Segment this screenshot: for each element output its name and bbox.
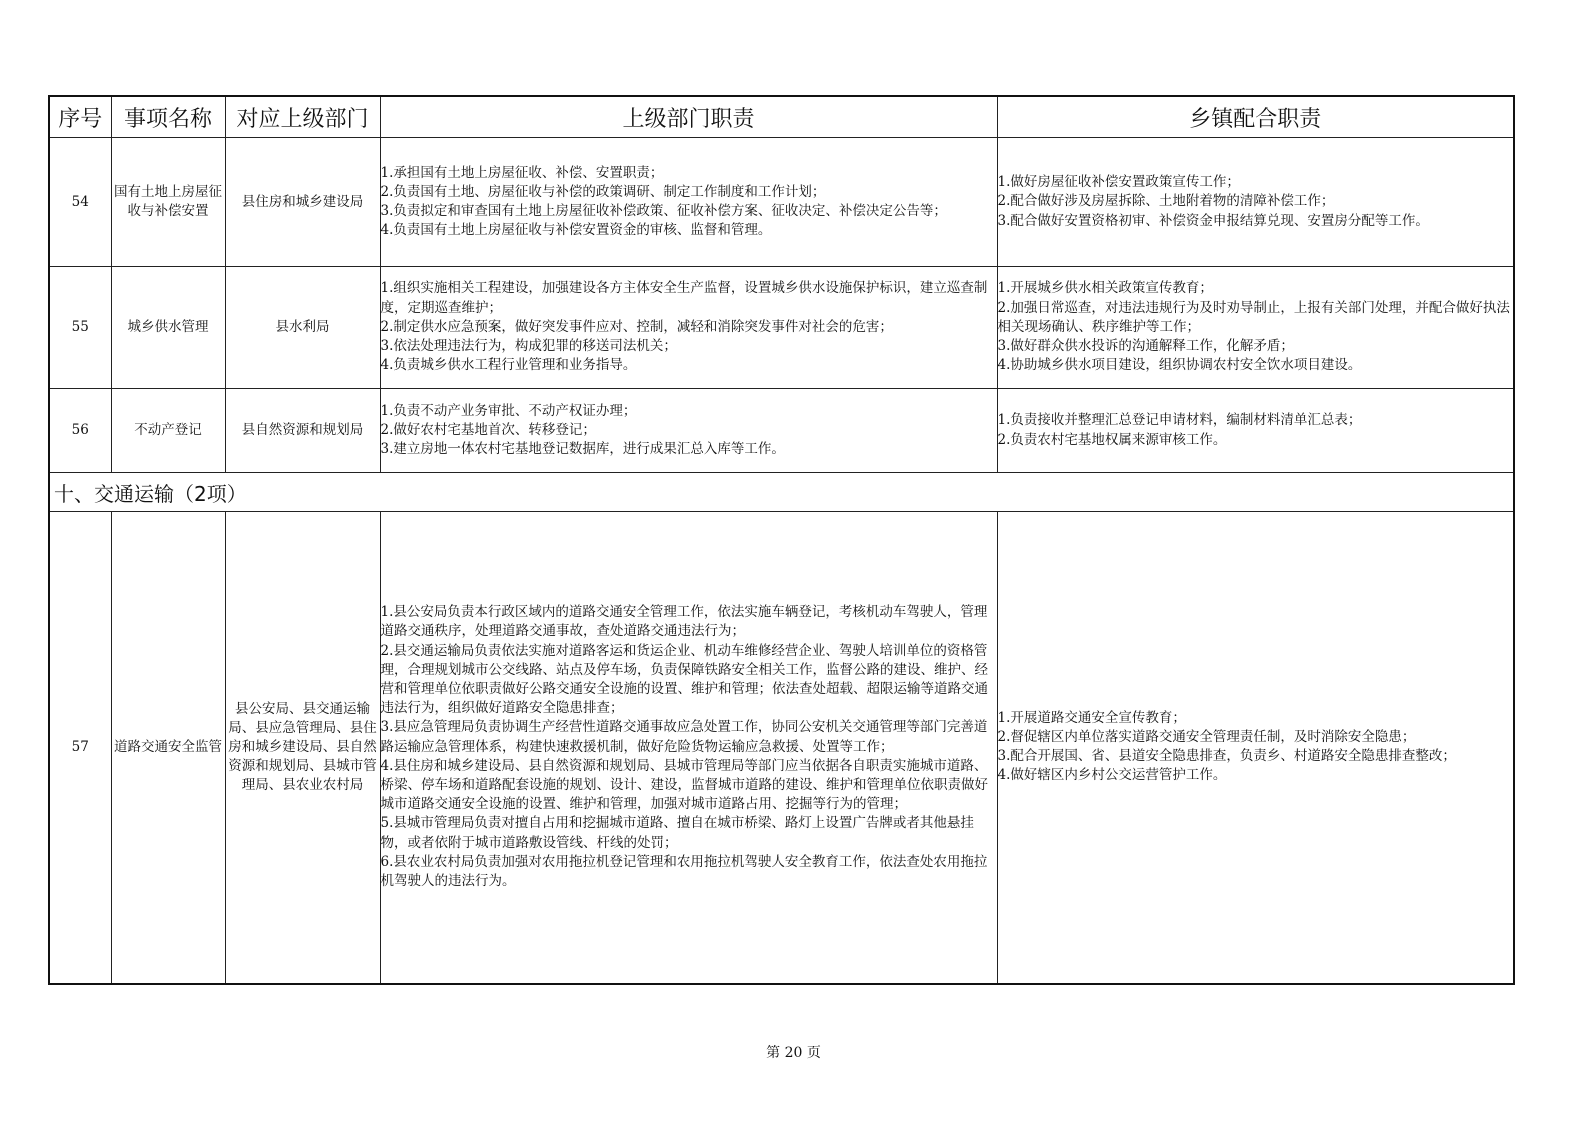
row-town-duty (997, 267, 1514, 389)
row-town-duty (997, 138, 1514, 267)
duty-line: 6.县农业农村局负责加强对农用拖拉机登记管理和农用拖拉机驾驶人安全教育工作，依法查处农用拖拉机驾驶人的违法行为。 (380, 853, 988, 890)
duty-line: 1.县公安局负责本行政区域内的道路交通安全管理工作，依法实施车辆登记，考核机动车驾驶人，管理道路交通秩序，处理道路交通事故，查处道路交通违法行为； (380, 604, 988, 640)
duty-line: 2.县交通运输局负责依法实施对道路客运和货运企业、机动车维修经营企业、驾驶人培训单位的资格管理，合理规划城市公交线路、站点及停车场，负责保障铁路安全相关工作，监督公路的建设、维护、经营和管理单位依职责做好公路交通安全设施的设置、维护和管理；依法查处超载、超限运输等道路交通违法行为，组织做好道路安全隐患排查； (380, 642, 988, 717)
duty-table (48, 95, 1515, 985)
header-dept: 对应上级部门 (225, 96, 380, 138)
duty-line: 3.建立房地一体农村宅基地登记数据库，进行成果汇总入库等工作。 (380, 441, 785, 458)
row-upper-duty (380, 138, 997, 267)
row-dept: 县公安局、县交通运输局、县应急管理局、县住房和城乡建设局、县自然资源和规划局、县城市管理局、县农业农村局 (225, 512, 380, 984)
duty-line: 3.依法处理违法行为，构成犯罪的移送司法机关； (380, 338, 677, 355)
header-town-duty: 乡镇配合职责 (997, 96, 1514, 138)
table-row (49, 267, 1514, 389)
duty-line: 2.制定供水应急预案，做好突发事件应对、控制，减轻和消除突发事件对社会的危害； (380, 318, 893, 335)
duty-line: 3.县应急管理局负责协调生产经营性道路交通事故应急处置工作，协同公安机关交通管理等部门完善道路运输应急管理体系，构建快速救援机制，做好危险货物运输应急救援、处置等工作； (380, 719, 988, 755)
duty-line: 1.做好房屋征收补偿安置政策宣传工作； (997, 174, 1240, 191)
duty-line: 3.配合做好安置资格初审、补偿资金申报结算兑现、安置房分配等工作。 (997, 212, 1429, 229)
table-row (49, 389, 1514, 473)
duty-line: 3.做好群众供水投诉的沟通解释工作，化解矛盾； (997, 338, 1294, 355)
page-number: 第 20 页 (766, 1045, 821, 1061)
duty-line: 2.负责农村宅基地权属来源审核工作。 (997, 431, 1227, 448)
table-row (49, 512, 1514, 984)
row-upper-duty (380, 389, 997, 473)
duty-line: 4.做好辖区内乡村公交运营管护工作。 (997, 767, 1227, 784)
duty-line: 4.负责城乡供水工程行业管理和业务指导。 (380, 357, 637, 374)
duty-line: 1.组织实施相关工程建设，加强建设各方主体安全生产监督，设置城乡供水设施保护标识，建立巡查制度，定期巡查维护； (380, 280, 988, 316)
duty-line: 5.县城市管理局负责对擅自占用和挖掘城市道路、擅自在城市桥梁、路灯上设置广告牌或者其他悬挂物，或者依附于城市道路敷设管线、杆线的处罚； (380, 815, 974, 851)
row-name: 不动产登记 (111, 389, 225, 473)
row-town-duty (997, 389, 1514, 473)
duty-line: 1.负责不动产业务审批、不动产权证办理； (380, 402, 637, 419)
duty-line: 3.负责拟定和审查国有土地上房屋征收补偿政策、征收补偿方案、征收决定、补偿决定公告等； (380, 203, 947, 219)
header-name: 事项名称 (111, 96, 225, 138)
duty-line: 4.县住房和城乡建设局、县自然资源和规划局、县城市管理局等部门应当依据各自职责实施城市道路、桥梁、停车场和道路配套设施的规划、设计、建设，监督城市道路的建设、维护和管理单位依职责做好城市道路交通安全设施的设置、维护和管理，加强对城市道路占用、挖掘等行为的管理； (380, 757, 988, 813)
row-upper-duty (380, 267, 997, 389)
header-row (49, 96, 1514, 138)
section-row (49, 473, 1514, 512)
duty-line: 2.配合做好涉及房屋拆除、土地附着物的清障补偿工作； (997, 193, 1335, 210)
section-title: 十、交通运输（2项） (49, 473, 1514, 512)
duty-line: 2.负责国有土地、房屋征收与补偿的政策调研、制定工作制度和工作计划； (380, 183, 826, 200)
duty-line: 4.负责国有土地上房屋征收与补偿安置资金的审核、监督和管理。 (380, 222, 772, 239)
row-dept: 县住房和城乡建设局 (225, 138, 380, 267)
row-name: 城乡供水管理 (111, 267, 225, 389)
duty-line: 1.承担国有土地上房屋征收、补偿、安置职责； (380, 164, 664, 181)
duty-line: 3.配合开展国、省、县道安全隐患排查，负责乡、村道路安全隐患排查整改； (997, 748, 1456, 765)
row-no: 57 (49, 512, 111, 984)
duty-line: 4.协助城乡供水项目建设，组织协调农村安全饮水项目建设。 (997, 357, 1362, 374)
duty-line: 2.做好农村宅基地首次、转移登记； (380, 421, 596, 438)
duty-line: 2.加强日常巡查，对违法违规行为及时劝导制止，上报有关部门处理，并配合做好执法相关现场确认、秩序维护等工作； (997, 299, 1510, 335)
table-row (49, 138, 1514, 267)
duty-line: 1.开展道路交通安全宣传教育； (997, 709, 1186, 726)
duty-line: 2.督促辖区内单位落实道路交通安全管理责任制，及时消除安全隐患； (997, 729, 1416, 746)
row-no: 55 (49, 267, 111, 389)
row-no: 54 (49, 138, 111, 267)
header-upper-duty: 上级部门职责 (380, 96, 997, 138)
row-dept: 县自然资源和规划局 (225, 389, 380, 473)
duty-line: 1.开展城乡供水相关政策宣传教育； (997, 280, 1213, 297)
duty-line: 1.负责接收并整理汇总登记申请材料，编制材料清单汇总表； (997, 412, 1362, 429)
row-upper-duty (380, 512, 997, 984)
row-name: 国有土地上房屋征收与补偿安置 (111, 138, 225, 267)
row-name: 道路交通安全监管 (111, 512, 225, 984)
header-no: 序号 (49, 96, 111, 138)
row-no: 56 (49, 389, 111, 473)
row-town-duty (997, 512, 1514, 984)
row-dept: 县水利局 (225, 267, 380, 389)
